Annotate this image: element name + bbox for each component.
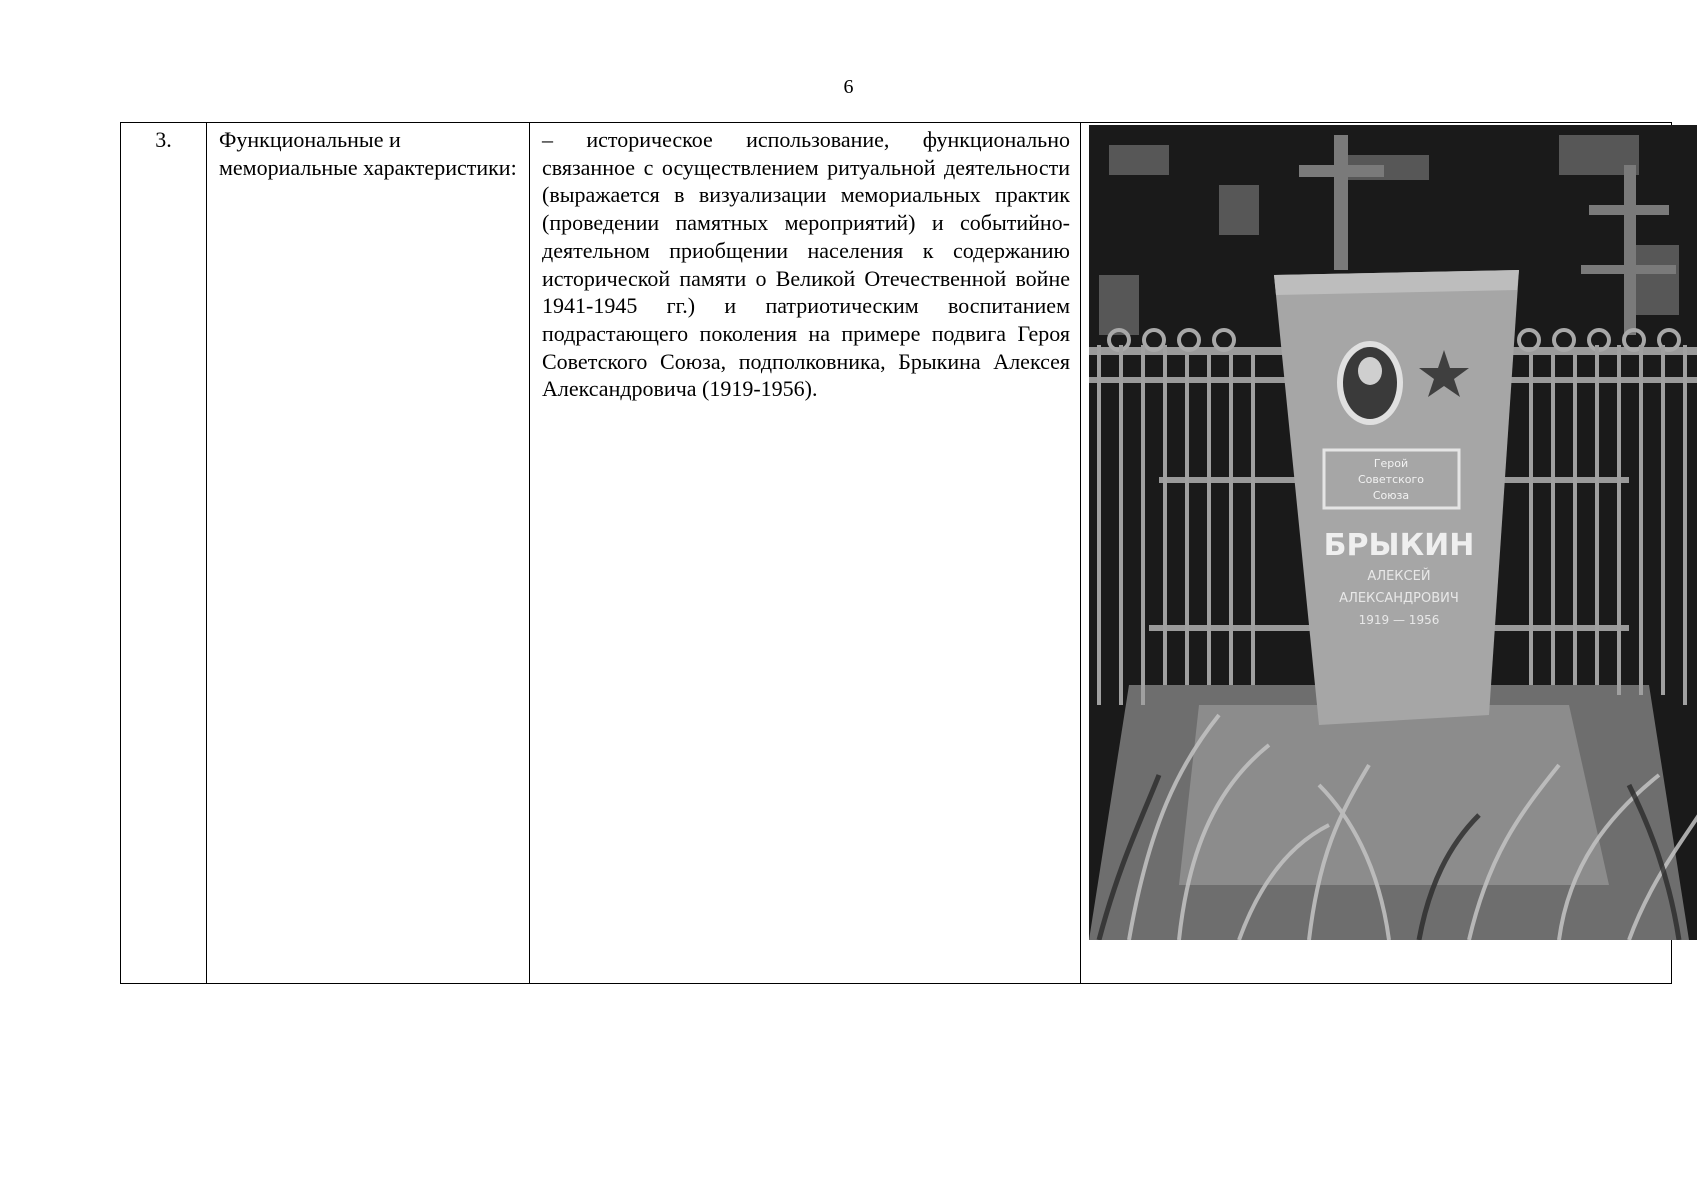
monument-name: АЛЕКСЕЙ [1367, 569, 1431, 584]
row-number: 3. [121, 123, 207, 984]
description-text: – историческое использование, функционально связанное с осуществлением ритуальной деятельности (выражается в визуализации мемориальных практик (проведении памятных мероприятий) и событийно-деятельном приобщении населения к содержанию исторической памяти о Великой Отечественной войне 1941-1945 гг.) и патриотическим воспитанием подрастающего поколения на примере подвига Героя Советского Союза, подполковника, Брыкина Алексея Александровича (1919-1956). [542, 127, 1070, 402]
plaque-line-2: Советского [1358, 473, 1424, 486]
table-row [121, 123, 1672, 984]
plaque-line-3: Союза [1372, 489, 1410, 502]
monument-patronymic: АЛЕКСАНДРОВИЧ [1339, 591, 1459, 606]
monument-surname: БРЫКИН [1323, 528, 1475, 563]
photo-cell [1081, 123, 1672, 984]
monument-photo [1089, 125, 1697, 940]
characteristics-table [120, 122, 1672, 984]
monument-years: 1919 — 1956 [1358, 613, 1440, 627]
characteristic-description [530, 123, 1081, 984]
plaque-line-1: Герой [1373, 457, 1409, 470]
characteristic-name: Функциональные и мемориальные характеристики: [207, 123, 530, 984]
page-number: 6 [843, 76, 854, 98]
